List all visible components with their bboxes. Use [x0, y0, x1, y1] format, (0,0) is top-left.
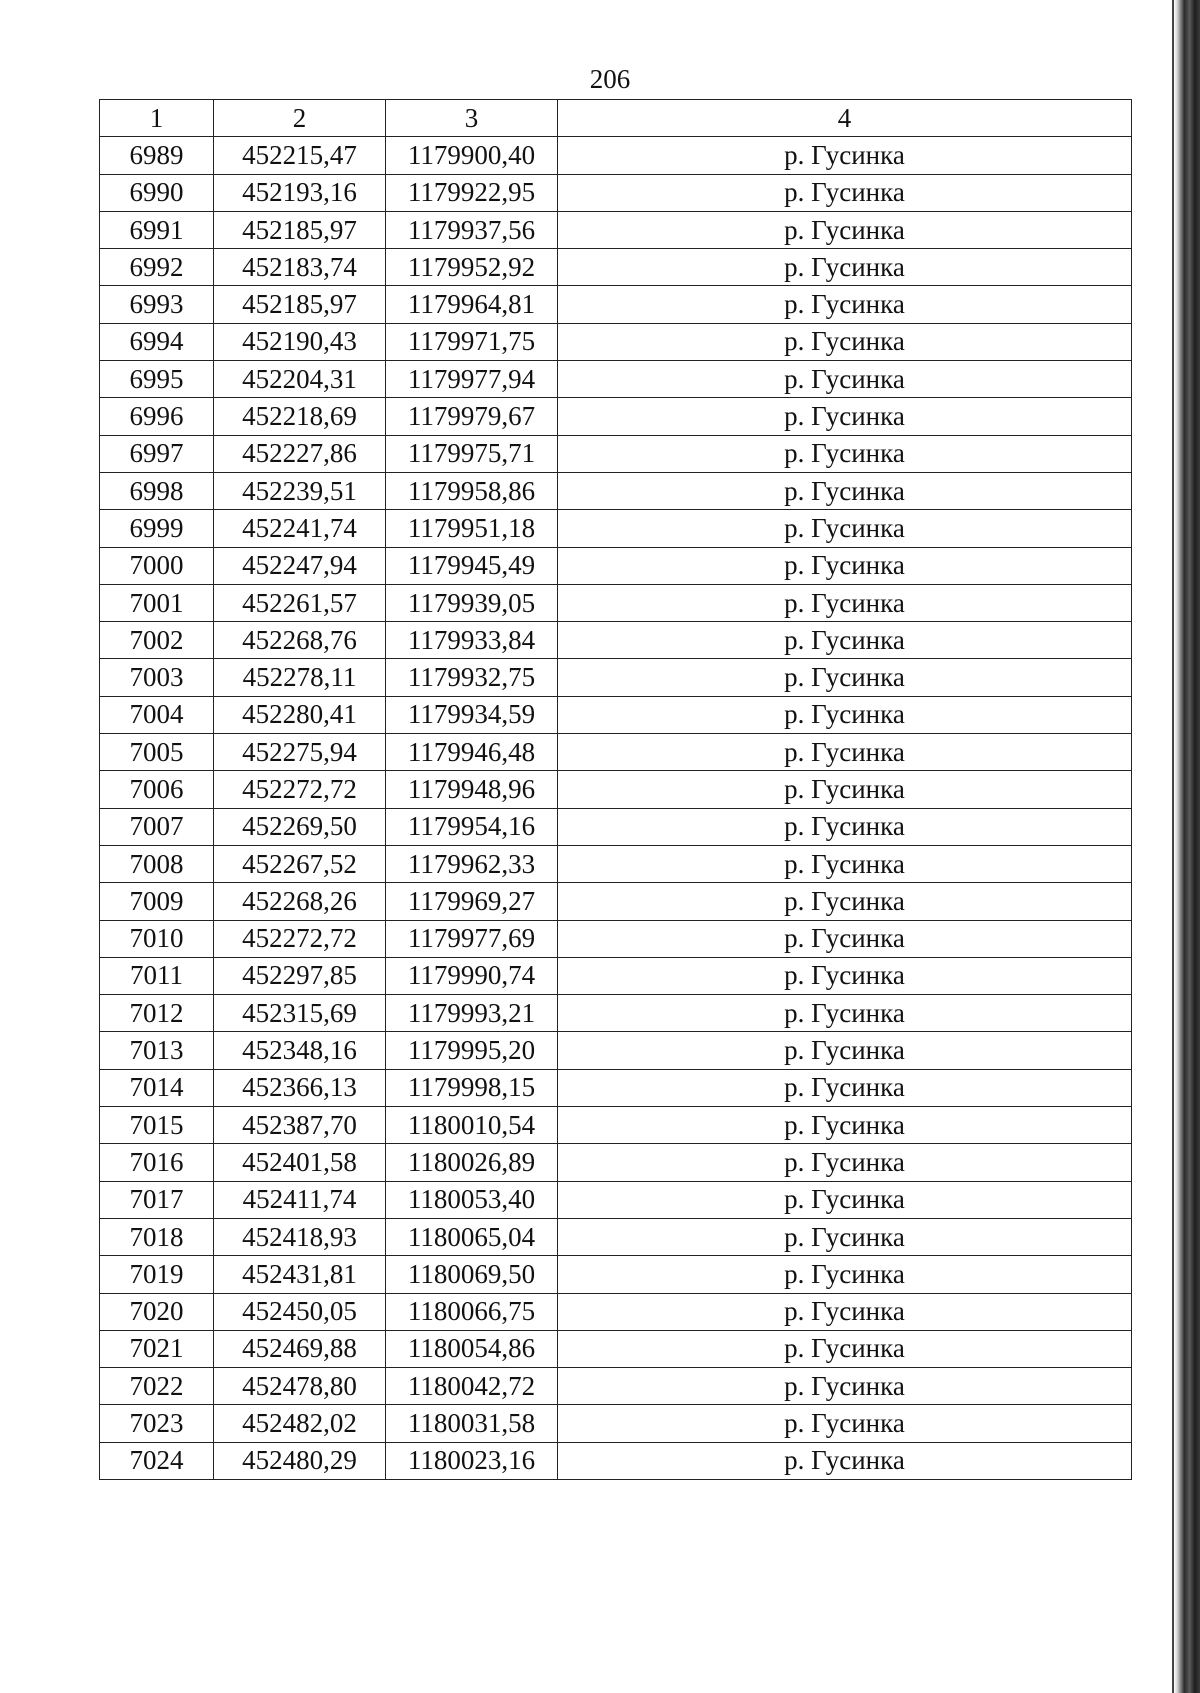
- x-coordinate-cell: 452275,94: [214, 734, 386, 771]
- point-number-cell: 6997: [100, 435, 214, 472]
- y-coordinate-cell: 1179964,81: [386, 286, 558, 323]
- column-header-3: 3: [386, 100, 558, 137]
- x-coordinate-cell: 452482,02: [214, 1405, 386, 1442]
- table-row: [100, 584, 1132, 621]
- y-coordinate-cell: 1179979,67: [386, 398, 558, 435]
- table-row: [100, 1032, 1132, 1069]
- x-coordinate-cell: 452401,58: [214, 1144, 386, 1181]
- y-coordinate-cell: 1179951,18: [386, 510, 558, 547]
- description-cell: р. Гусинка: [558, 547, 1132, 584]
- description-cell: р. Гусинка: [558, 1405, 1132, 1442]
- y-coordinate-cell: 1179977,69: [386, 920, 558, 957]
- description-cell: р. Гусинка: [558, 920, 1132, 957]
- description-cell: р. Гусинка: [558, 211, 1132, 248]
- table-row: [100, 398, 1132, 435]
- x-coordinate-cell: 452268,26: [214, 883, 386, 920]
- x-coordinate-cell: 452469,88: [214, 1330, 386, 1367]
- point-number-cell: 6992: [100, 249, 214, 286]
- y-coordinate-cell: 1179969,27: [386, 883, 558, 920]
- y-coordinate-cell: 1179954,16: [386, 808, 558, 845]
- point-number-cell: 7022: [100, 1368, 214, 1405]
- description-cell: р. Гусинка: [558, 1330, 1132, 1367]
- table-row: [100, 1107, 1132, 1144]
- y-coordinate-cell: 1179900,40: [386, 137, 558, 174]
- description-cell: р. Гусинка: [558, 174, 1132, 211]
- y-coordinate-cell: 1179922,95: [386, 174, 558, 211]
- x-coordinate-cell: 452478,80: [214, 1368, 386, 1405]
- point-number-cell: 7002: [100, 622, 214, 659]
- table-row: [100, 361, 1132, 398]
- y-coordinate-cell: 1179945,49: [386, 547, 558, 584]
- description-cell: р. Гусинка: [558, 435, 1132, 472]
- y-coordinate-cell: 1180031,58: [386, 1405, 558, 1442]
- description-cell: р. Гусинка: [558, 995, 1132, 1032]
- point-number-cell: 7013: [100, 1032, 214, 1069]
- x-coordinate-cell: 452227,86: [214, 435, 386, 472]
- coordinates-table: [99, 99, 1132, 1480]
- table-row: [100, 920, 1132, 957]
- point-number-cell: 7020: [100, 1293, 214, 1330]
- x-coordinate-cell: 452218,69: [214, 398, 386, 435]
- description-cell: р. Гусинка: [558, 1218, 1132, 1255]
- x-coordinate-cell: 452193,16: [214, 174, 386, 211]
- column-header-4: 4: [558, 100, 1132, 137]
- table-row: [100, 249, 1132, 286]
- point-number-cell: 6991: [100, 211, 214, 248]
- point-number-cell: 6990: [100, 174, 214, 211]
- point-number-cell: 7007: [100, 808, 214, 845]
- x-coordinate-cell: 452348,16: [214, 1032, 386, 1069]
- table-row: [100, 1405, 1132, 1442]
- x-coordinate-cell: 452269,50: [214, 808, 386, 845]
- description-cell: р. Гусинка: [558, 808, 1132, 845]
- table-row: [100, 472, 1132, 509]
- y-coordinate-cell: 1179958,86: [386, 472, 558, 509]
- point-number-cell: 7010: [100, 920, 214, 957]
- point-number-cell: 7000: [100, 547, 214, 584]
- x-coordinate-cell: 452278,11: [214, 659, 386, 696]
- point-number-cell: 6996: [100, 398, 214, 435]
- point-number-cell: 7011: [100, 957, 214, 994]
- column-header-2: 2: [214, 100, 386, 137]
- description-cell: р. Гусинка: [558, 659, 1132, 696]
- description-cell: р. Гусинка: [558, 510, 1132, 547]
- y-coordinate-cell: 1179975,71: [386, 435, 558, 472]
- x-coordinate-cell: 452366,13: [214, 1069, 386, 1106]
- description-cell: р. Гусинка: [558, 1107, 1132, 1144]
- table-row: [100, 734, 1132, 771]
- point-number-cell: 6998: [100, 472, 214, 509]
- description-cell: р. Гусинка: [558, 696, 1132, 733]
- y-coordinate-cell: 1179932,75: [386, 659, 558, 696]
- table-row: [100, 957, 1132, 994]
- point-number-cell: 7003: [100, 659, 214, 696]
- point-number-cell: 6995: [100, 361, 214, 398]
- table-row: [100, 1218, 1132, 1255]
- y-coordinate-cell: 1179993,21: [386, 995, 558, 1032]
- x-coordinate-cell: 452267,52: [214, 845, 386, 882]
- point-number-cell: 6993: [100, 286, 214, 323]
- description-cell: р. Гусинка: [558, 1442, 1132, 1479]
- point-number-cell: 7021: [100, 1330, 214, 1367]
- point-number-cell: 7004: [100, 696, 214, 733]
- y-coordinate-cell: 1180054,86: [386, 1330, 558, 1367]
- y-coordinate-cell: 1179948,96: [386, 771, 558, 808]
- y-coordinate-cell: 1179937,56: [386, 211, 558, 248]
- y-coordinate-cell: 1180042,72: [386, 1368, 558, 1405]
- point-number-cell: 7012: [100, 995, 214, 1032]
- table-row: [100, 771, 1132, 808]
- column-header-1: 1: [100, 100, 214, 137]
- description-cell: р. Гусинка: [558, 584, 1132, 621]
- table-row: [100, 510, 1132, 547]
- point-number-cell: 7005: [100, 734, 214, 771]
- y-coordinate-cell: 1179934,59: [386, 696, 558, 733]
- point-number-cell: 7008: [100, 845, 214, 882]
- x-coordinate-cell: 452190,43: [214, 323, 386, 360]
- scan-edge: [1174, 0, 1200, 1693]
- description-cell: р. Гусинка: [558, 1293, 1132, 1330]
- description-cell: р. Гусинка: [558, 249, 1132, 286]
- table-row: [100, 845, 1132, 882]
- x-coordinate-cell: 452261,57: [214, 584, 386, 621]
- y-coordinate-cell: 1180023,16: [386, 1442, 558, 1479]
- description-cell: р. Гусинка: [558, 1181, 1132, 1218]
- description-cell: р. Гусинка: [558, 622, 1132, 659]
- description-cell: р. Гусинка: [558, 1032, 1132, 1069]
- description-cell: р. Гусинка: [558, 734, 1132, 771]
- point-number-cell: 6989: [100, 137, 214, 174]
- point-number-cell: 7019: [100, 1256, 214, 1293]
- table-row: [100, 1069, 1132, 1106]
- x-coordinate-cell: 452297,85: [214, 957, 386, 994]
- y-coordinate-cell: 1179977,94: [386, 361, 558, 398]
- y-coordinate-cell: 1179952,92: [386, 249, 558, 286]
- point-number-cell: 7015: [100, 1107, 214, 1144]
- point-number-cell: 7024: [100, 1442, 214, 1479]
- table-row: [100, 1368, 1132, 1405]
- y-coordinate-cell: 1180066,75: [386, 1293, 558, 1330]
- description-cell: р. Гусинка: [558, 1256, 1132, 1293]
- description-cell: р. Гусинка: [558, 771, 1132, 808]
- x-coordinate-cell: 452272,72: [214, 771, 386, 808]
- table-row: [100, 1181, 1132, 1218]
- table-row: [100, 1442, 1132, 1479]
- y-coordinate-cell: 1179933,84: [386, 622, 558, 659]
- x-coordinate-cell: 452204,31: [214, 361, 386, 398]
- description-cell: р. Гусинка: [558, 323, 1132, 360]
- y-coordinate-cell: 1180053,40: [386, 1181, 558, 1218]
- table-row: [100, 1293, 1132, 1330]
- x-coordinate-cell: 452268,76: [214, 622, 386, 659]
- y-coordinate-cell: 1179998,15: [386, 1069, 558, 1106]
- point-number-cell: 7023: [100, 1405, 214, 1442]
- x-coordinate-cell: 452272,72: [214, 920, 386, 957]
- table-body: [100, 137, 1132, 1480]
- x-coordinate-cell: 452185,97: [214, 286, 386, 323]
- x-coordinate-cell: 452247,94: [214, 547, 386, 584]
- x-coordinate-cell: 452183,74: [214, 249, 386, 286]
- x-coordinate-cell: 452315,69: [214, 995, 386, 1032]
- y-coordinate-cell: 1180010,54: [386, 1107, 558, 1144]
- table-row: [100, 547, 1132, 584]
- description-cell: р. Гусинка: [558, 845, 1132, 882]
- point-number-cell: 7009: [100, 883, 214, 920]
- table-row: [100, 1330, 1132, 1367]
- table-row: [100, 286, 1132, 323]
- page-number: 206: [589, 64, 631, 94]
- y-coordinate-cell: 1179946,48: [386, 734, 558, 771]
- description-cell: р. Гусинка: [558, 137, 1132, 174]
- table-row: [100, 995, 1132, 1032]
- point-number-cell: 6999: [100, 510, 214, 547]
- x-coordinate-cell: 452431,81: [214, 1256, 386, 1293]
- point-number-cell: 7006: [100, 771, 214, 808]
- y-coordinate-cell: 1180026,89: [386, 1144, 558, 1181]
- x-coordinate-cell: 452239,51: [214, 472, 386, 509]
- point-number-cell: 6994: [100, 323, 214, 360]
- description-cell: р. Гусинка: [558, 1144, 1132, 1181]
- table-row: [100, 622, 1132, 659]
- x-coordinate-cell: 452480,29: [214, 1442, 386, 1479]
- point-number-cell: 7001: [100, 584, 214, 621]
- table-row: [100, 323, 1132, 360]
- x-coordinate-cell: 452215,47: [214, 137, 386, 174]
- point-number-cell: 7018: [100, 1218, 214, 1255]
- x-coordinate-cell: 452450,05: [214, 1293, 386, 1330]
- y-coordinate-cell: 1180069,50: [386, 1256, 558, 1293]
- x-coordinate-cell: 452185,97: [214, 211, 386, 248]
- table-row: [100, 883, 1132, 920]
- table-row: [100, 137, 1132, 174]
- x-coordinate-cell: 452418,93: [214, 1218, 386, 1255]
- table-row: [100, 1256, 1132, 1293]
- description-cell: р. Гусинка: [558, 957, 1132, 994]
- table-row: [100, 1144, 1132, 1181]
- y-coordinate-cell: 1179971,75: [386, 323, 558, 360]
- point-number-cell: 7017: [100, 1181, 214, 1218]
- point-number-cell: 7016: [100, 1144, 214, 1181]
- y-coordinate-cell: 1179995,20: [386, 1032, 558, 1069]
- table-row: [100, 174, 1132, 211]
- point-number-cell: 7014: [100, 1069, 214, 1106]
- x-coordinate-cell: 452387,70: [214, 1107, 386, 1144]
- table-row: [100, 211, 1132, 248]
- table-header-row: [100, 100, 1132, 137]
- table-row: [100, 435, 1132, 472]
- y-coordinate-cell: 1179962,33: [386, 845, 558, 882]
- y-coordinate-cell: 1179990,74: [386, 957, 558, 994]
- description-cell: р. Гусинка: [558, 361, 1132, 398]
- y-coordinate-cell: 1179939,05: [386, 584, 558, 621]
- description-cell: р. Гусинка: [558, 286, 1132, 323]
- description-cell: р. Гусинка: [558, 472, 1132, 509]
- description-cell: р. Гусинка: [558, 1368, 1132, 1405]
- table-row: [100, 808, 1132, 845]
- y-coordinate-cell: 1180065,04: [386, 1218, 558, 1255]
- x-coordinate-cell: 452280,41: [214, 696, 386, 733]
- table-row: [100, 659, 1132, 696]
- description-cell: р. Гусинка: [558, 1069, 1132, 1106]
- description-cell: р. Гусинка: [558, 398, 1132, 435]
- x-coordinate-cell: 452411,74: [214, 1181, 386, 1218]
- x-coordinate-cell: 452241,74: [214, 510, 386, 547]
- table-row: [100, 696, 1132, 733]
- description-cell: р. Гусинка: [558, 883, 1132, 920]
